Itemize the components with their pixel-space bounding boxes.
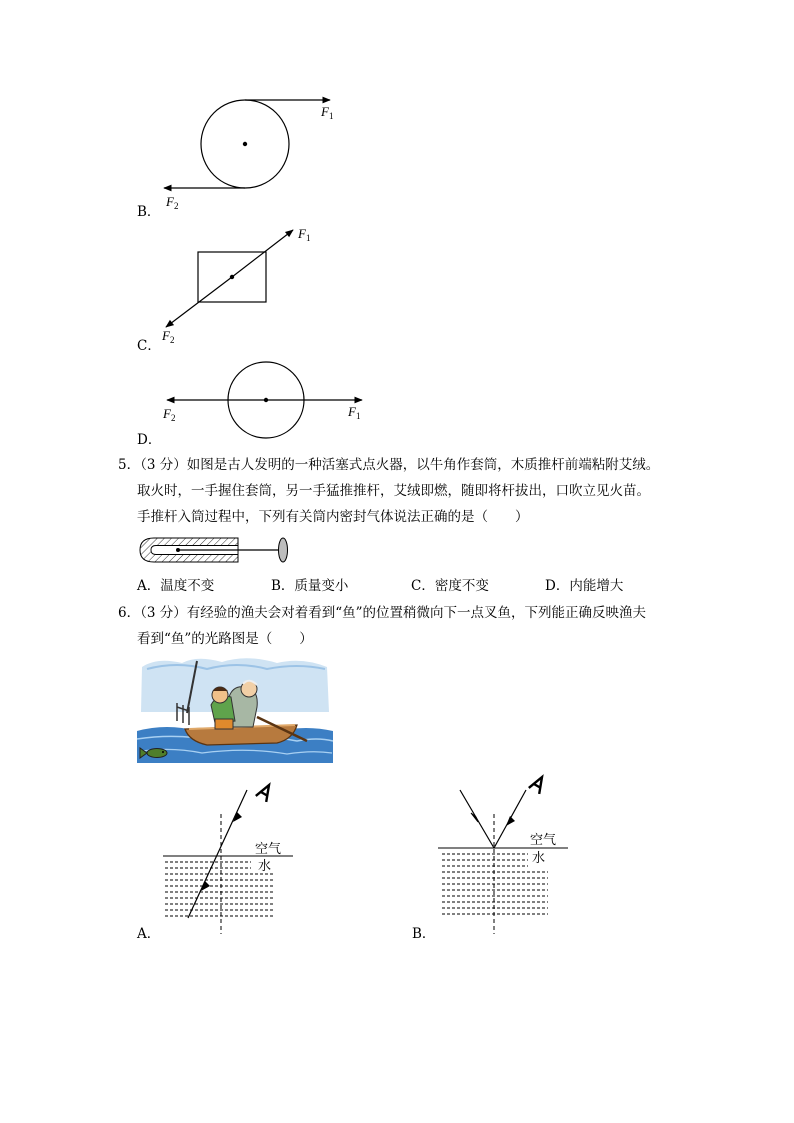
air-label: 空气: [255, 841, 282, 856]
water-label: 水: [532, 850, 546, 865]
air-label: 空气: [530, 832, 557, 847]
f2-label: $F_2$: [162, 328, 175, 345]
rod-handle: [279, 538, 288, 562]
f1-label: $F_1$: [298, 226, 311, 243]
water-label: 水: [258, 858, 272, 873]
q5-stem-line-1: 5．（3 分）如图是古人发明的一种活塞式点火器，以牛角作套筒，木质推杆前端粘附艾绒。: [118, 457, 660, 473]
q6-stem-line-2: 看到“鱼”的光路图是（ ）: [137, 631, 313, 647]
q4-option-b-label: B．: [137, 204, 161, 220]
q4-option-d-label: D．: [137, 432, 162, 448]
eye-icon: [256, 782, 274, 802]
q4-diagram-b: [150, 92, 350, 211]
q5-option-b[interactable]: B．质量变小: [271, 578, 349, 594]
q6-stem-line-1: 6．（3 分）有经验的渔夫会对着看到“鱼”的位置稍微向下一点叉鱼，下列能正确反映渔夫: [118, 605, 647, 621]
q6-diagram-a: [155, 776, 295, 938]
q4-diagram-c: [150, 220, 330, 350]
fisherman-boat-illustration: [137, 657, 333, 763]
q5-stem-line-2: 取火时，一手握住套筒，另一手猛推推杆，艾绒即燃，随即将杆拔出，口吹立见火苗。: [137, 483, 650, 499]
q5-option-d[interactable]: D．内能增大: [545, 578, 624, 594]
fire-piston-diagram: [138, 536, 293, 566]
f1-label: $F_1$: [348, 404, 361, 421]
center-dot: [243, 142, 247, 146]
f2-label: $F_2$: [163, 406, 176, 423]
light-ray: [188, 790, 247, 918]
q5-option-c[interactable]: C．密度不变: [411, 578, 489, 594]
q6-option-a-label: A．: [137, 926, 161, 942]
eye-icon: [529, 774, 547, 794]
reflected-arrow: [506, 816, 515, 826]
q6-option-b-label: B．: [412, 926, 436, 942]
tinder-dot: [176, 548, 180, 552]
force-arrow-f1: [232, 230, 293, 277]
f2-label: $F_2$: [166, 194, 179, 211]
f1-label: $F_1$: [321, 104, 334, 121]
q5-stem-line-3: 手推杆入筒过程中，下列有关筒内密封气体说法正确的是（ ）: [137, 509, 529, 525]
q5-option-a[interactable]: A．温度不变: [137, 578, 215, 594]
q4-option-c-label: C．: [137, 338, 161, 354]
q6-diagram-b: [432, 770, 572, 938]
q4-diagram-d: [150, 358, 380, 428]
